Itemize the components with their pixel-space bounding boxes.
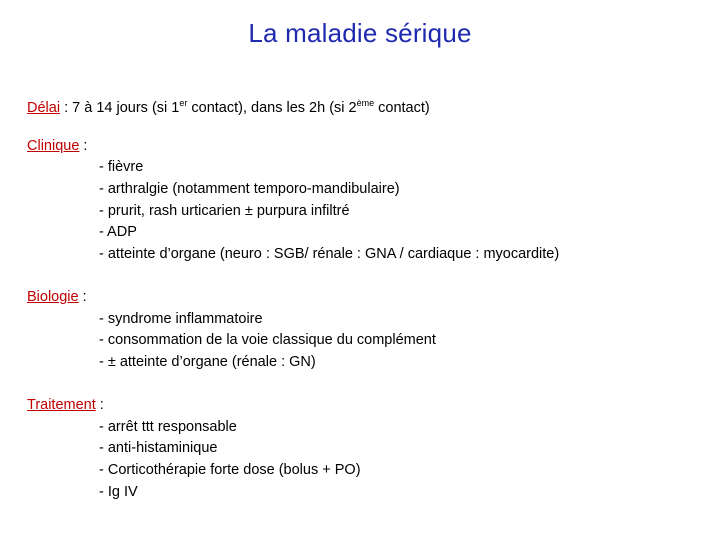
traitement-label: Traitement	[27, 397, 96, 413]
biologie-separator: :	[78, 289, 87, 305]
clinique-item: - ADP	[99, 224, 137, 240]
biologie-label: Biologie	[27, 289, 79, 305]
delai-text-3: contact)	[374, 100, 430, 116]
clinique-label: Clinique	[27, 138, 80, 154]
traitement-item: - Ig IV	[99, 484, 138, 500]
traitement-item: - arrêt ttt responsable	[99, 419, 237, 435]
delai-sup-2: ème	[356, 98, 375, 108]
clinique-item: - prurit, rash urticarien ± purpura infiltré	[99, 203, 350, 219]
delai-separator: :	[60, 100, 73, 116]
delai-line	[27, 94, 430, 117]
traitement-separator: :	[95, 397, 104, 413]
biologie-item: - ± atteinte d’organe (rénale : GN)	[99, 354, 316, 370]
page-title: La maladie sérique	[248, 18, 472, 48]
clinique-separator: :	[79, 138, 88, 154]
delai-sup-1: er	[179, 98, 188, 108]
delai-label: Délai	[27, 100, 61, 116]
clinique-item: - fièvre	[99, 159, 144, 175]
delai-text-2: contact), dans les 2h (si 2	[187, 100, 357, 116]
clinique-heading	[27, 137, 87, 155]
biologie-item: - consommation de la voie classique du complément	[99, 332, 436, 348]
biologie-heading	[27, 288, 87, 306]
biologie-item: - syndrome inflammatoire	[99, 311, 263, 327]
delai-text-1: 7 à 14 jours (si 1	[72, 100, 180, 116]
clinique-item: - atteinte d’organe (neuro : SGB/ rénale : GNA / cardiaque : myocardite)	[99, 246, 560, 262]
clinique-item: - arthralgie (notamment temporo-mandibulaire)	[99, 181, 400, 197]
traitement-heading	[27, 396, 104, 414]
traitement-item: - anti-histaminique	[99, 440, 218, 456]
traitement-item: - Corticothérapie forte dose (bolus + PO)	[99, 462, 361, 478]
